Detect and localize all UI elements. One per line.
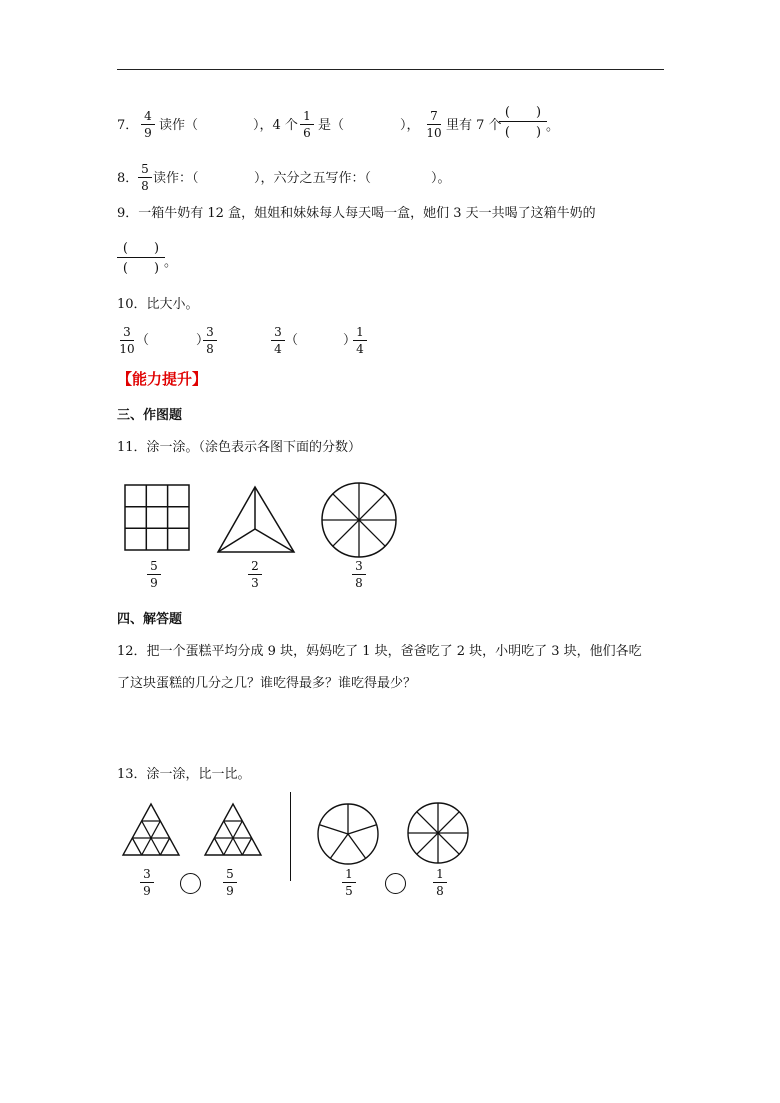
q13-compare-circle-1[interactable]	[180, 873, 201, 894]
q13-fraction-1-5: 1 5	[339, 868, 359, 897]
q13-circle-fifths[interactable]	[316, 802, 382, 868]
q7-text-read: 读作（	[159, 118, 199, 133]
q7-fraction-1-6: 1 6	[297, 110, 317, 139]
q13-text: 13．涂一涂，比一比。	[117, 767, 251, 782]
q13-fraction-3-9: 3 9	[137, 868, 157, 897]
section-drawing: 三、作图题	[117, 408, 183, 423]
q11-text: 11．涂一涂。（涂色表示各图下面的分数）	[117, 440, 362, 455]
q12-line-2: 了这块蛋糕的几分之几？谁吃得最多？谁吃得最少？	[117, 676, 417, 691]
q8-end: ）。	[431, 171, 451, 186]
q7-text-four: ），4 个	[253, 118, 298, 133]
section-ability-up: 【能力提升】	[117, 370, 208, 388]
q10-fraction-3-10: 3 10	[119, 325, 135, 356]
q10-close-2[interactable]: ）	[343, 333, 357, 348]
q7-blank-fraction[interactable]: ( ) ( )	[499, 106, 547, 139]
section-solve: 四、解答题	[117, 612, 183, 627]
q8-text-read: 读作：（	[153, 171, 199, 186]
q10-fraction-1-4: 1 4	[350, 326, 370, 355]
q7-fraction-7-10: 7 10	[426, 109, 442, 140]
q7-fraction-4-9: 4 9	[138, 110, 158, 139]
q11-triangle-thirds[interactable]	[214, 484, 298, 556]
q7-number: 7．	[117, 118, 139, 133]
q7-end: 。	[546, 119, 560, 134]
q10-close-1[interactable]: ）	[196, 333, 210, 348]
q8-fraction-5-8: 5 8	[135, 163, 155, 192]
q11-fraction-5-9: 5 9	[144, 560, 164, 589]
q13-triangle-ninths-1[interactable]	[120, 801, 184, 859]
q13-triangle-ninths-2[interactable]	[202, 801, 266, 859]
q7-text-comma: ），	[400, 118, 420, 133]
q9-blank-fraction[interactable]: ( ) ( )	[117, 242, 165, 275]
q13-fraction-1-8: 1 8	[430, 868, 450, 897]
q7-text-contains: 里有 7 个	[446, 118, 502, 133]
q10-open-2: （	[285, 333, 299, 348]
q11-grid-3x3[interactable]	[120, 483, 192, 555]
q11-circle-eighths[interactable]	[319, 480, 401, 562]
q9-text: 9．一箱牛奶有 12 盒，姐姐和妹妹每人每天喝一盒，她们 3 天一共喝了这箱牛奶的	[117, 206, 596, 221]
q9-end: 。	[164, 255, 178, 270]
q13-compare-circle-2[interactable]	[385, 873, 406, 894]
q13-fraction-5-9: 5 9	[220, 868, 240, 897]
q10-text: 10．比大小。	[117, 297, 199, 312]
q10-fraction-3-4: 3 4	[268, 326, 288, 355]
q11-fraction-3-8: 3 8	[349, 560, 369, 589]
q13-circle-eighths[interactable]	[406, 801, 472, 867]
q13-divider	[290, 792, 291, 881]
q12-line-1: 12．把一个蛋糕平均分成 9 块，妈妈吃了 1 块，爸爸吃了 2 块，小明吃了 3 块，他们各吃	[117, 644, 642, 659]
q11-fraction-2-3: 2 3	[245, 560, 265, 589]
q10-open-1: （	[136, 333, 150, 348]
q8-text-write: ），六分之五写作：（	[254, 171, 372, 186]
q7-text-is: 是（	[318, 118, 345, 133]
q10-fraction-3-8: 3 8	[200, 326, 220, 355]
header-rule	[117, 69, 664, 70]
q8-number: 8．	[117, 171, 139, 186]
